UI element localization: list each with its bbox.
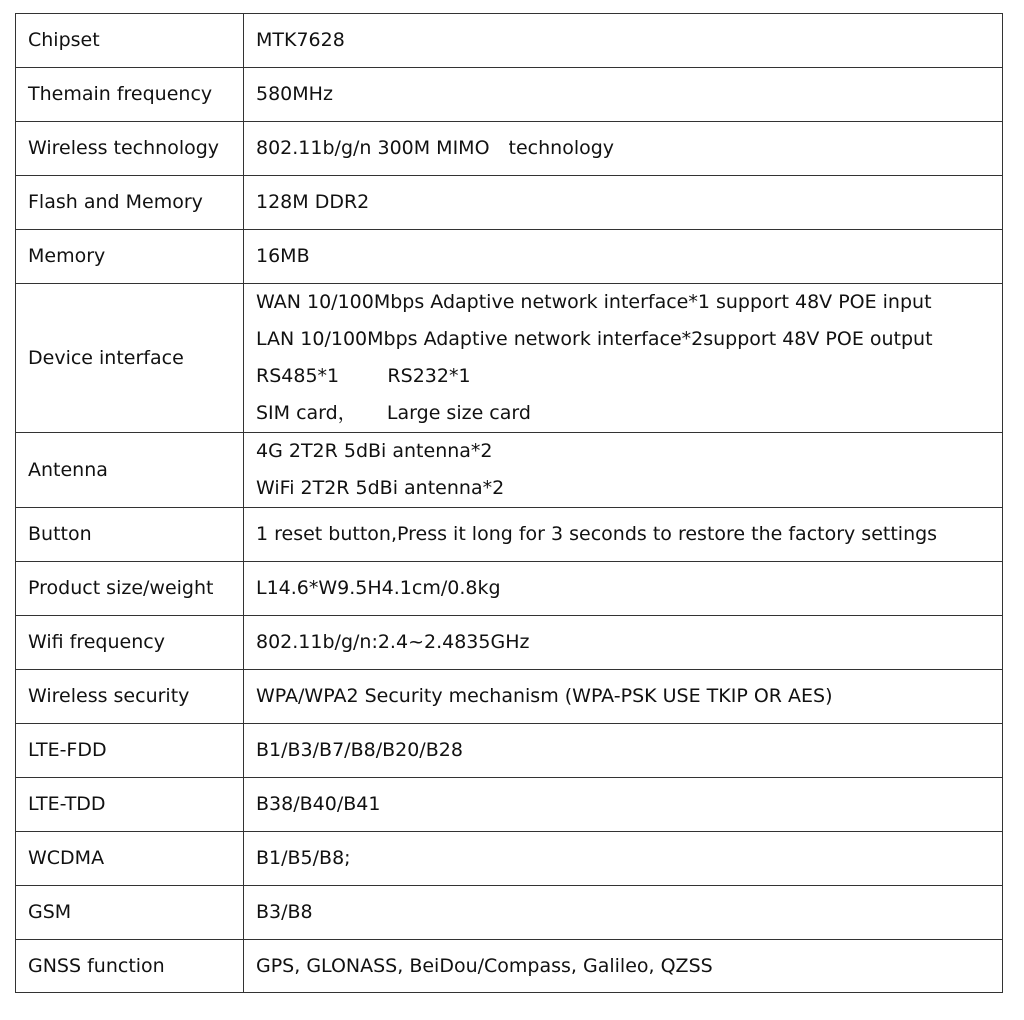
row-label: LTE-TDD [16, 778, 244, 832]
value-line: 802.11b/g/n 300M MIMO technology [256, 137, 615, 159]
row-value [244, 670, 1003, 724]
table-row [16, 433, 1003, 508]
row-label: Chipset [16, 14, 244, 68]
table-row [16, 176, 1003, 230]
row-value [244, 778, 1003, 832]
value-line: B1/B5/B8; [256, 847, 351, 869]
table-row [16, 14, 1003, 68]
value-line: B38/B40/B41 [256, 793, 381, 815]
row-value [244, 230, 1003, 284]
row-value [244, 616, 1003, 670]
value-line: LAN 10/100Mbps Adaptive network interface*2support 48V POE output [256, 328, 933, 350]
table-row [16, 940, 1003, 993]
table-row [16, 122, 1003, 176]
table-row [16, 832, 1003, 886]
value-line: WPA/WPA2 Security mechanism (WPA-PSK USE TKIP OR AES) [256, 685, 833, 707]
table-row [16, 670, 1003, 724]
row-label: Product size/weight [16, 562, 244, 616]
row-label: Wifi frequency [16, 616, 244, 670]
row-label: GNSS function [16, 940, 244, 993]
row-value [244, 724, 1003, 778]
table-row [16, 284, 1003, 433]
value-line: 580MHz [256, 83, 333, 105]
table-row [16, 508, 1003, 562]
row-label: Memory [16, 230, 244, 284]
row-label: Button [16, 508, 244, 562]
table-row [16, 778, 1003, 832]
row-label: LTE-FDD [16, 724, 244, 778]
row-value [244, 176, 1003, 230]
row-label: Flash and Memory [16, 176, 244, 230]
value-line: 802.11b/g/n:2.4~2.4835GHz [256, 631, 530, 653]
row-value [244, 433, 1003, 508]
value-line: SIM card， Large size card [256, 402, 531, 424]
row-label: GSM [16, 886, 244, 940]
value-line: B1/B3/B7/B8/B20/B28 [256, 739, 463, 761]
row-label: WCDMA [16, 832, 244, 886]
row-value [244, 508, 1003, 562]
row-value [244, 886, 1003, 940]
value-line: WAN 10/100Mbps Adaptive network interface*1 support 48V POE input [256, 291, 932, 313]
table-row [16, 724, 1003, 778]
value-line: MTK7628 [256, 29, 345, 51]
row-value [244, 832, 1003, 886]
value-line: L14.6*W9.5H4.1cm/0.8kg [256, 577, 501, 599]
row-label: Themain frequency [16, 68, 244, 122]
row-value [244, 14, 1003, 68]
value-line: WiFi 2T2R 5dBi antenna*2 [256, 477, 505, 499]
row-value [244, 940, 1003, 993]
row-label: Device interface [16, 284, 244, 433]
row-label: Wireless technology [16, 122, 244, 176]
spec-table [15, 13, 1003, 993]
value-line: B3/B8 [256, 901, 313, 923]
value-line: 128M DDR2 [256, 191, 370, 213]
value-line: 1 reset button,Press it long for 3 seconds to restore the factory settings [256, 523, 938, 545]
value-line: 4G 2T2R 5dBi antenna*2 [256, 440, 493, 462]
table-row [16, 616, 1003, 670]
value-line: 16MB [256, 245, 310, 267]
table-row [16, 886, 1003, 940]
table-row [16, 562, 1003, 616]
row-value [244, 122, 1003, 176]
table-row [16, 68, 1003, 122]
row-value [244, 68, 1003, 122]
value-line: GPS, GLONASS, BeiDou/Compass, Galileo, QZSS [256, 954, 713, 977]
row-value [244, 562, 1003, 616]
row-label: Antenna [16, 433, 244, 508]
row-label: Wireless security [16, 670, 244, 724]
value-line: RS485*1 RS232*1 [256, 365, 471, 387]
table-row [16, 230, 1003, 284]
row-value [244, 284, 1003, 433]
